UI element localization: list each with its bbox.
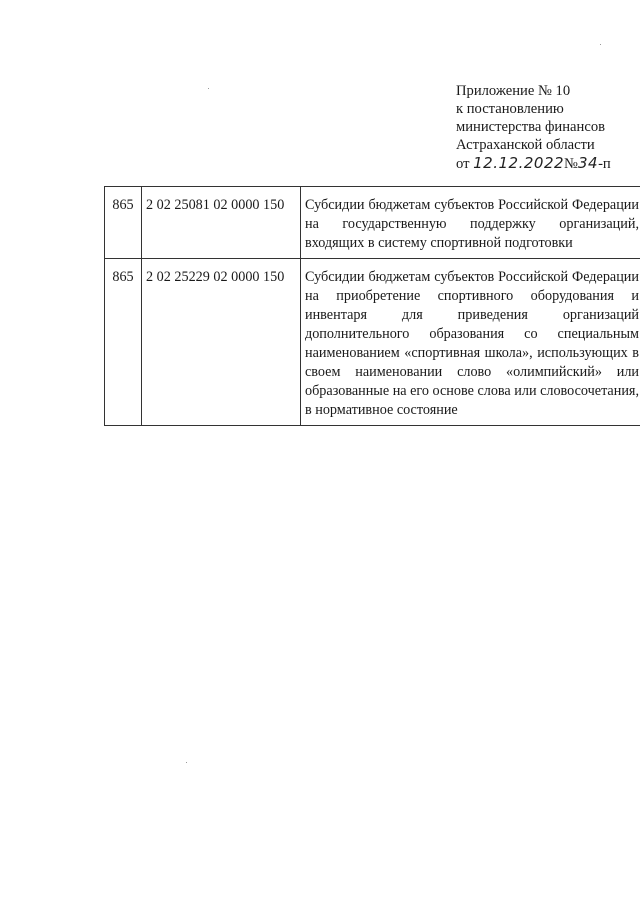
scan-speck [600,44,601,45]
handwritten-date: 12.12.2022 [473,154,565,172]
number-sign: № [564,156,578,172]
handwritten-number: 34 [577,154,599,172]
appendix-line-resolution: к постановлению [456,101,564,117]
appendix-line-ministry: министерства финансов [456,119,606,135]
admin-code-cell: 865 [105,187,142,259]
scan-speck [208,88,209,89]
appendix-line-region: Астраханской области [456,137,595,153]
date-prefix: от [456,156,470,172]
table-row [105,259,640,426]
number-suffix: -п [598,156,611,172]
kbk-code-cell: 2 02 25081 02 0000 150 [142,187,301,259]
description-cell: Субсидии бюджетам субъектов Российской Федерации на государственную поддержку организаций, входящих в систему спортивной подготовки [301,187,640,259]
scan-speck [186,762,187,763]
kbk-code-cell: 2 02 25229 02 0000 150 [142,259,301,426]
appendix-header [456,82,640,173]
appendix-date-line [456,154,640,173]
description-cell: Субсидии бюджетам субъектов Российской Федерации на приобретение спортивного оборудования и инвентаря для приведения организаций дополнительного образования со специальным наименованием «спортивная школа», использующих в своем наименовании слово «олимпийский» или образованные на его основе слова или словосочетания, в нормативное состояние [301,259,640,426]
admin-code-cell: 865 [105,259,142,426]
appendix-title: Приложение № 10 [456,83,571,99]
table-row [105,187,640,259]
budget-codes-table [104,186,640,426]
